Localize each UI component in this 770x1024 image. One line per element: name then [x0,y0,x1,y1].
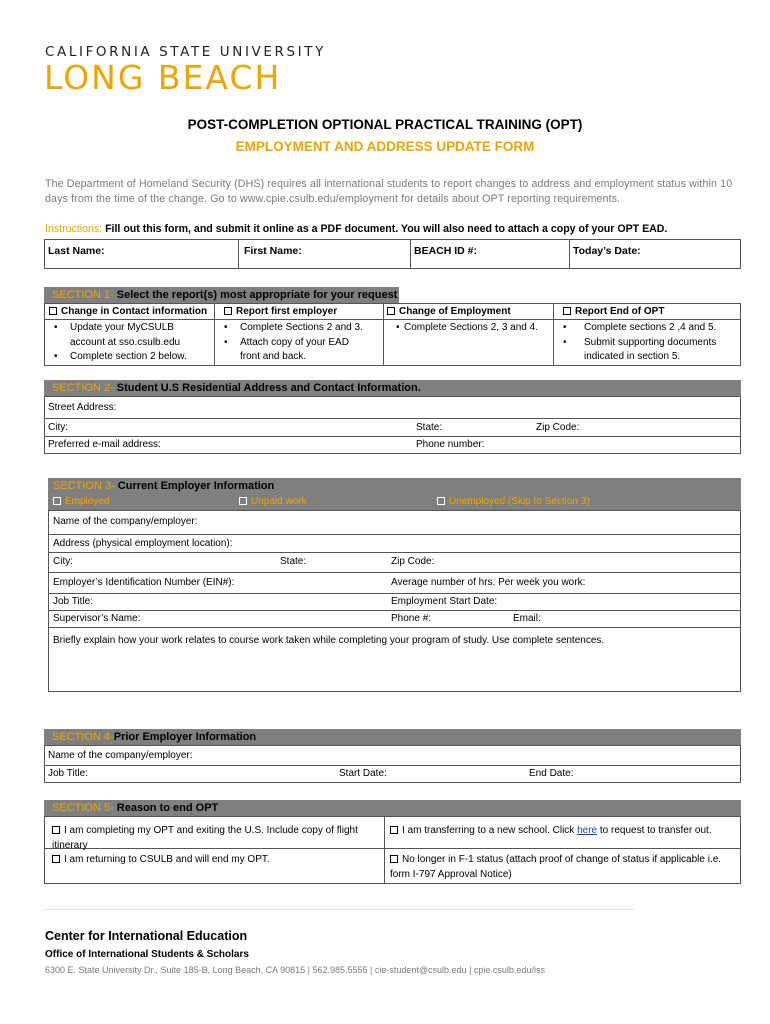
change-employment-label: Change of Employment [399,306,511,317]
footer-divider [44,909,634,910]
checkbox-icon[interactable] [49,307,57,315]
change-employment-checkbox[interactable] [387,306,511,317]
university-campus-logo: LONG BEACH [44,58,282,97]
city-field[interactable]: City: [48,422,68,433]
prior-company-field[interactable]: Name of the company/employer: [48,750,193,761]
section1-number: SECTION 1- [52,289,114,301]
list-item: • Complete section 2 below. [48,350,213,365]
unpaid-label: Unpaid work [251,496,307,507]
intro-text: The Department of Homeland Security (DHS) requires all international students to report changes to address and employment status within 10 days from the time of the change. Go to www.cpie.csulb.edu/employment for details about OPT reporting requirements. [45,178,733,205]
col2-list [218,321,378,365]
employment-address-field[interactable]: Address (physical employment location): [53,538,233,549]
transfer-option[interactable] [390,824,740,839]
exit-us-option[interactable] [52,824,380,853]
section5-title: Reason to end OPT [113,802,219,814]
section3-title: Current Employer Information [114,480,275,492]
checkbox-icon[interactable] [390,826,398,834]
section1-title: Select the report(s) most appropriate for your request [113,289,398,301]
state-field[interactable]: State: [416,422,443,433]
section3-number: SECTION 3- [53,480,115,492]
supervisor-email-field[interactable]: Email: [513,613,541,624]
section1-header [44,287,399,303]
unemployed-label: Unemployed (Skip to Section 3) [449,496,590,507]
return-csulb-label: I am returning to CSULB and will end my OPT. [64,854,270,865]
prior-end-date-field[interactable]: End Date: [529,768,574,779]
checkbox-icon[interactable] [390,855,398,863]
section5-number: SECTION 5- [52,802,114,814]
unpaid-checkbox[interactable] [239,494,307,510]
employment-start-date-field[interactable]: Employment Start Date: [391,596,498,607]
form-title: POST-COMPLETION OPTIONAL PRACTICAL TRAINING (OPT) [187,117,583,132]
todays-date-field[interactable]: Today’s Date: [573,245,641,257]
first-employer-checkbox[interactable] [224,306,337,317]
exit-us-label: I am completing my OPT and exiting the U.S. Include copy of flight itinerary [52,825,358,851]
col4-list [557,321,737,365]
end-opt-label: Report End of OPT [575,306,665,317]
checkbox-icon[interactable] [53,497,61,505]
change-contact-checkbox[interactable] [49,306,207,317]
list-item: • Update your MyCSULB account at sso.csulb.edu [48,321,213,350]
footer-org: Center for International Education [45,929,248,943]
checkbox-icon[interactable] [52,826,60,834]
job-title-field[interactable]: Job Title: [53,596,94,607]
list-item: • Attach copy of your EAD front and back. [218,336,378,365]
employed-checkbox[interactable] [53,494,109,510]
first-name-field[interactable]: First Name: [244,245,302,257]
university-name: CALIFORNIA STATE UNIVERSITY [45,44,326,60]
prior-start-date-field[interactable]: Start Date: [339,768,387,779]
street-address-field[interactable]: Street Address: [48,402,117,413]
list-item: • Complete Sections 2, 3 and 4. [390,321,550,336]
checkbox-icon[interactable] [52,855,60,863]
section3-header [48,478,741,510]
section2-title: Student U.S Residential Address and Contact Information. [113,382,421,394]
section4-number: SECTION 4- [52,731,114,743]
col1-list [48,321,213,365]
checkbox-icon[interactable] [224,307,232,315]
phone-field[interactable]: Phone number: [416,439,485,450]
checkbox-icon[interactable] [563,307,571,315]
checkbox-icon[interactable] [239,497,247,505]
company-name-field[interactable]: Name of the company/employer: [53,516,198,527]
section2-header [44,380,741,396]
list-item: • Submit supporting documents indicated in section 5. [557,336,737,365]
footer-contact: 6300 E. State University Dr., Suite 185-B, Long Beach, CA 90815 | 562.985.5555 | cie-student@csulb.edu | cpie.csulb.edu/iss [45,965,545,975]
transfer-link[interactable]: here [577,825,598,836]
work-explanation-field[interactable]: Briefly explain how your work relates to course work taken while completing your program of study. Use complete sentences. [53,635,605,646]
list-item: • Complete sections 2 ,4 and 5. [557,321,737,336]
first-employer-label: Report first employer [236,306,338,317]
section4-header [44,729,741,745]
unemployed-checkbox[interactable] [437,494,590,510]
email-field[interactable]: Preferred e-mail address: [48,439,161,450]
change-contact-label: Change in Contact information [61,306,208,317]
supervisor-phone-field[interactable]: Phone #: [391,613,432,624]
f1-status-option[interactable] [390,853,730,882]
transfer-label-pre: I am transferring to a new school. Click [402,825,578,836]
instructions-label: Instructions: [45,223,103,235]
employer-city-field[interactable]: City: [53,556,73,567]
employed-label: Employed [65,496,110,507]
return-csulb-option[interactable] [52,853,380,868]
prior-job-title-field[interactable]: Job Title: [48,768,89,779]
section2-number: SECTION 2- [52,382,114,394]
supervisor-name-field[interactable]: Supervisor’s Name: [53,613,141,624]
list-item: • Complete Sections 2 and 3. [218,321,378,336]
f1-status-label: No longer in F-1 status (attach proof of change of status if applicable i.e. form I-797 Approval Notice) [390,854,722,880]
employer-state-field[interactable]: State: [280,556,307,567]
section5-header [44,800,741,816]
col3-list [390,321,550,336]
zip-code-field[interactable]: Zip Code: [536,422,580,433]
employer-zip-field[interactable]: Zip Code: [391,556,435,567]
footer-office: Office of International Students & Scholars [45,949,249,960]
instructions [45,223,667,235]
checkbox-icon[interactable] [387,307,395,315]
transfer-label-post: to request to transfer out. [597,825,712,836]
instructions-text: Fill out this form, and submit it online as a PDF document. You will also need to attach a copy of your OPT EAD. [102,223,668,235]
last-name-field[interactable]: Last Name: [48,245,105,257]
hours-per-week-field[interactable]: Average number of hrs. Per week you work: [391,577,586,588]
form-subtitle: EMPLOYMENT AND ADDRESS UPDATE FORM [235,139,535,154]
ein-field[interactable]: Employer’s Identification Number (EIN#): [53,577,235,588]
end-opt-checkbox[interactable] [563,306,664,317]
beach-id-field[interactable]: BEACH ID #: [414,245,478,257]
section4-title: Prior Employer Information [113,731,257,743]
checkbox-icon[interactable] [437,497,445,505]
